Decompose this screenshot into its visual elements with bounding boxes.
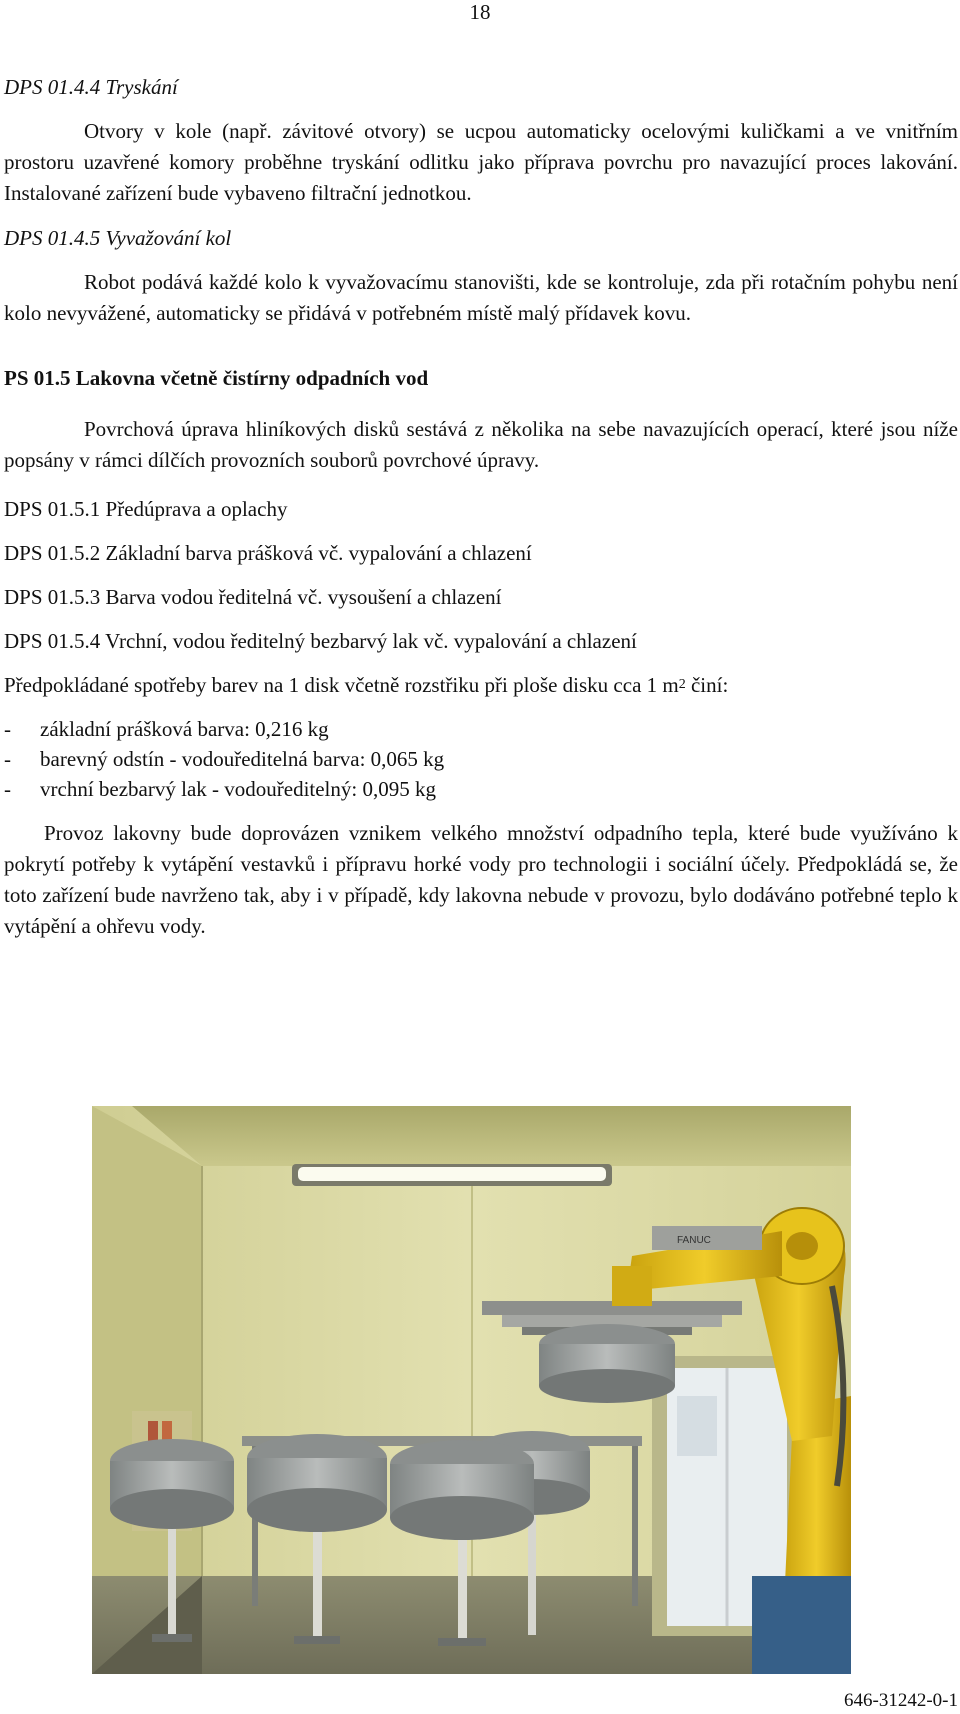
- page-number: 18: [469, 0, 491, 24]
- consumption-intro-end: činí:: [685, 673, 729, 697]
- consumption-intro-text: Předpokládané spotřeby barev na 1 disk včetně rozstřiku při ploše disku cca 1 m: [4, 673, 679, 697]
- consumption-intro: [4, 670, 958, 701]
- list-item: [4, 714, 958, 744]
- page-content: [4, 72, 958, 942]
- paint-shop-robot-photo: [92, 1106, 851, 1674]
- list-item-text: vrchní bezbarvý lak - vodouředitelný: 0,095 kg: [40, 777, 436, 801]
- dps-item: DPS 01.5.2 Základní barva prášková vč. vypalování a chlazení: [4, 541, 532, 565]
- section-heading-vyvazovani: DPS 01.4.5 Vyvažování kol: [4, 226, 232, 250]
- consumption-list: [4, 714, 958, 804]
- dps-item: DPS 01.5.4 Vrchní, vodou ředitelný bezbarvý lak vč. vypalování a chlazení: [4, 629, 637, 653]
- paragraph-vyvazovani: Robot podává každé kolo k vyvažovacímu stanovišti, kde se kontroluje, zda při rotačním pohybu není kolo nevyvážené, automaticky se přidává v potřebném místě malý přídavek kovu.: [4, 270, 958, 325]
- bullet-dash: -: [4, 717, 11, 741]
- paragraph-heat: Provoz lakovny bude doprovázen vznikem velkého množství odpadního tepla, které bude využíváno k pokrytí potřeby k vytápění vestavků i přípravu horké vody pro technologii i sociální účely. Předpokládá se, že toto zařízení bude navrženo tak, aby i v případě, kdy lakovna nebude v provozu, bylo dodáváno potřebné teplo k vytápění a ohřevu vody.: [4, 821, 958, 938]
- robot-brand-label: FANUC: [677, 1235, 711, 1246]
- bullet-dash: -: [4, 747, 11, 771]
- paragraph-tryskani: Otvory v kole (např. závitové otvory) se ucpou automaticky ocelovými kuličkami a ve vnitřním prostoru uzavřené komory proběhne tryskání odlitku jako příprava povrchu pro navazující proces lakování. Instalované zařízení bude vybaveno filtrační jednotkou.: [4, 119, 958, 205]
- bullet-dash: -: [4, 777, 11, 801]
- list-item-text: barevný odstín - vodouředitelná barva: 0,065 kg: [40, 747, 445, 771]
- gripped-wheel: [539, 1324, 675, 1403]
- superscript-2: 2: [678, 677, 686, 692]
- dps-item: DPS 01.5.1 Předúprava a oplachy: [4, 497, 288, 521]
- photo-illustration: [92, 1106, 851, 1674]
- list-item-text: základní prášková barva: 0,216 kg: [40, 717, 329, 741]
- list-item: [4, 774, 958, 804]
- section-heading-lakovna: PS 01.5 Lakovna včetně čistírny odpadních vod: [4, 366, 429, 390]
- document-id: 646-31242-0-1: [844, 1690, 958, 1711]
- section-heading-tryskani: DPS 01.4.4 Tryskání: [4, 75, 178, 99]
- list-item: [4, 744, 958, 774]
- paragraph-lakovna: Povrchová úprava hliníkových disků sestává z několika na sebe navazujících operací, které jsou níže popsány v rámci dílčích provozních souborů povrchové úpravy.: [4, 417, 958, 472]
- dps-item: DPS 01.5.3 Barva vodou ředitelná vč. vysoušení a chlazení: [4, 585, 502, 609]
